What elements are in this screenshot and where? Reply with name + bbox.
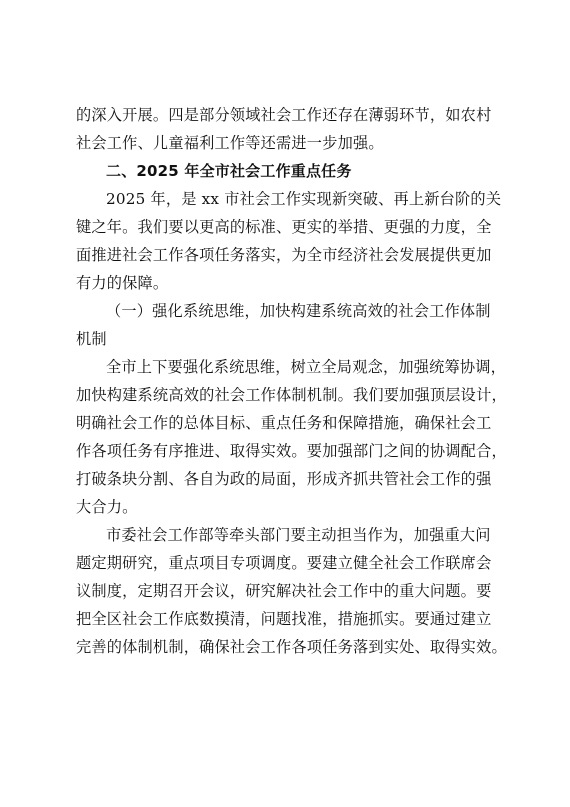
text-line: 加快构建系统高效的社会工作体制机制。我们要加强顶层设计， <box>76 386 507 404</box>
text-line: 有力的保障。 <box>76 274 169 292</box>
subheading-text: （一）强化系统思维，加快构建系统高效的社会工作体制 <box>106 302 491 320</box>
text-line: 议制度，定期召开会议，研究解决社会工作中的重大问题。要 <box>76 582 492 600</box>
document-body <box>76 101 507 661</box>
text-line: 完善的体制机制，确保社会工作各项任务落到实处、取得实效。 <box>76 638 507 656</box>
section-heading <box>76 157 496 185</box>
text-line: 把全区社会工作底数摸清，问题找准，措施抓实。要通过建立 <box>76 610 492 628</box>
paragraph-intro <box>76 185 502 297</box>
text-line: 全市上下要强化系统思维，树立全局观念，加强统筹协调， <box>106 358 507 376</box>
text-line: 键之年。我们要以更高的标准、更实的举措、更强的力度，全 <box>76 218 492 236</box>
text-line: 社会工作、儿童福利工作等还需进一步加强。 <box>76 134 384 152</box>
paragraph-system-thinking <box>76 353 507 521</box>
subheading-text: 机制 <box>76 330 107 348</box>
paragraph-lead-departments <box>76 521 507 661</box>
text-line: 2025 年，是 xx 市社会工作实现新突破、再上新台阶的关 <box>106 190 502 208</box>
text-line: 市委社会工作部等牵头部门要主动担当作为，加强重大问 <box>106 526 491 544</box>
text-line: 的深入开展。四是部分领域社会工作还存在薄弱环节，如农村 <box>76 106 492 124</box>
subsection-heading <box>76 297 496 353</box>
heading-text: 二、2025 年全市社会工作重点任务 <box>106 162 352 180</box>
text-line: 题定期研究，重点项目专项调度。要建立健全社会工作联席会 <box>76 554 492 572</box>
text-line: 打破条块分割、各自为政的局面，形成齐抓共管社会工作的强 <box>76 470 492 488</box>
text-line: 作各项任务有序推进、取得实效。要加强部门之间的协调配合， <box>76 442 507 460</box>
text-line: 面推进社会工作各项任务落实，为全市经济社会发展提供更加 <box>76 246 492 264</box>
paragraph-continuation <box>76 101 496 157</box>
text-line: 大合力。 <box>76 498 138 516</box>
text-line: 明确社会工作的总体目标、重点任务和保障措施，确保社会工 <box>76 414 492 432</box>
